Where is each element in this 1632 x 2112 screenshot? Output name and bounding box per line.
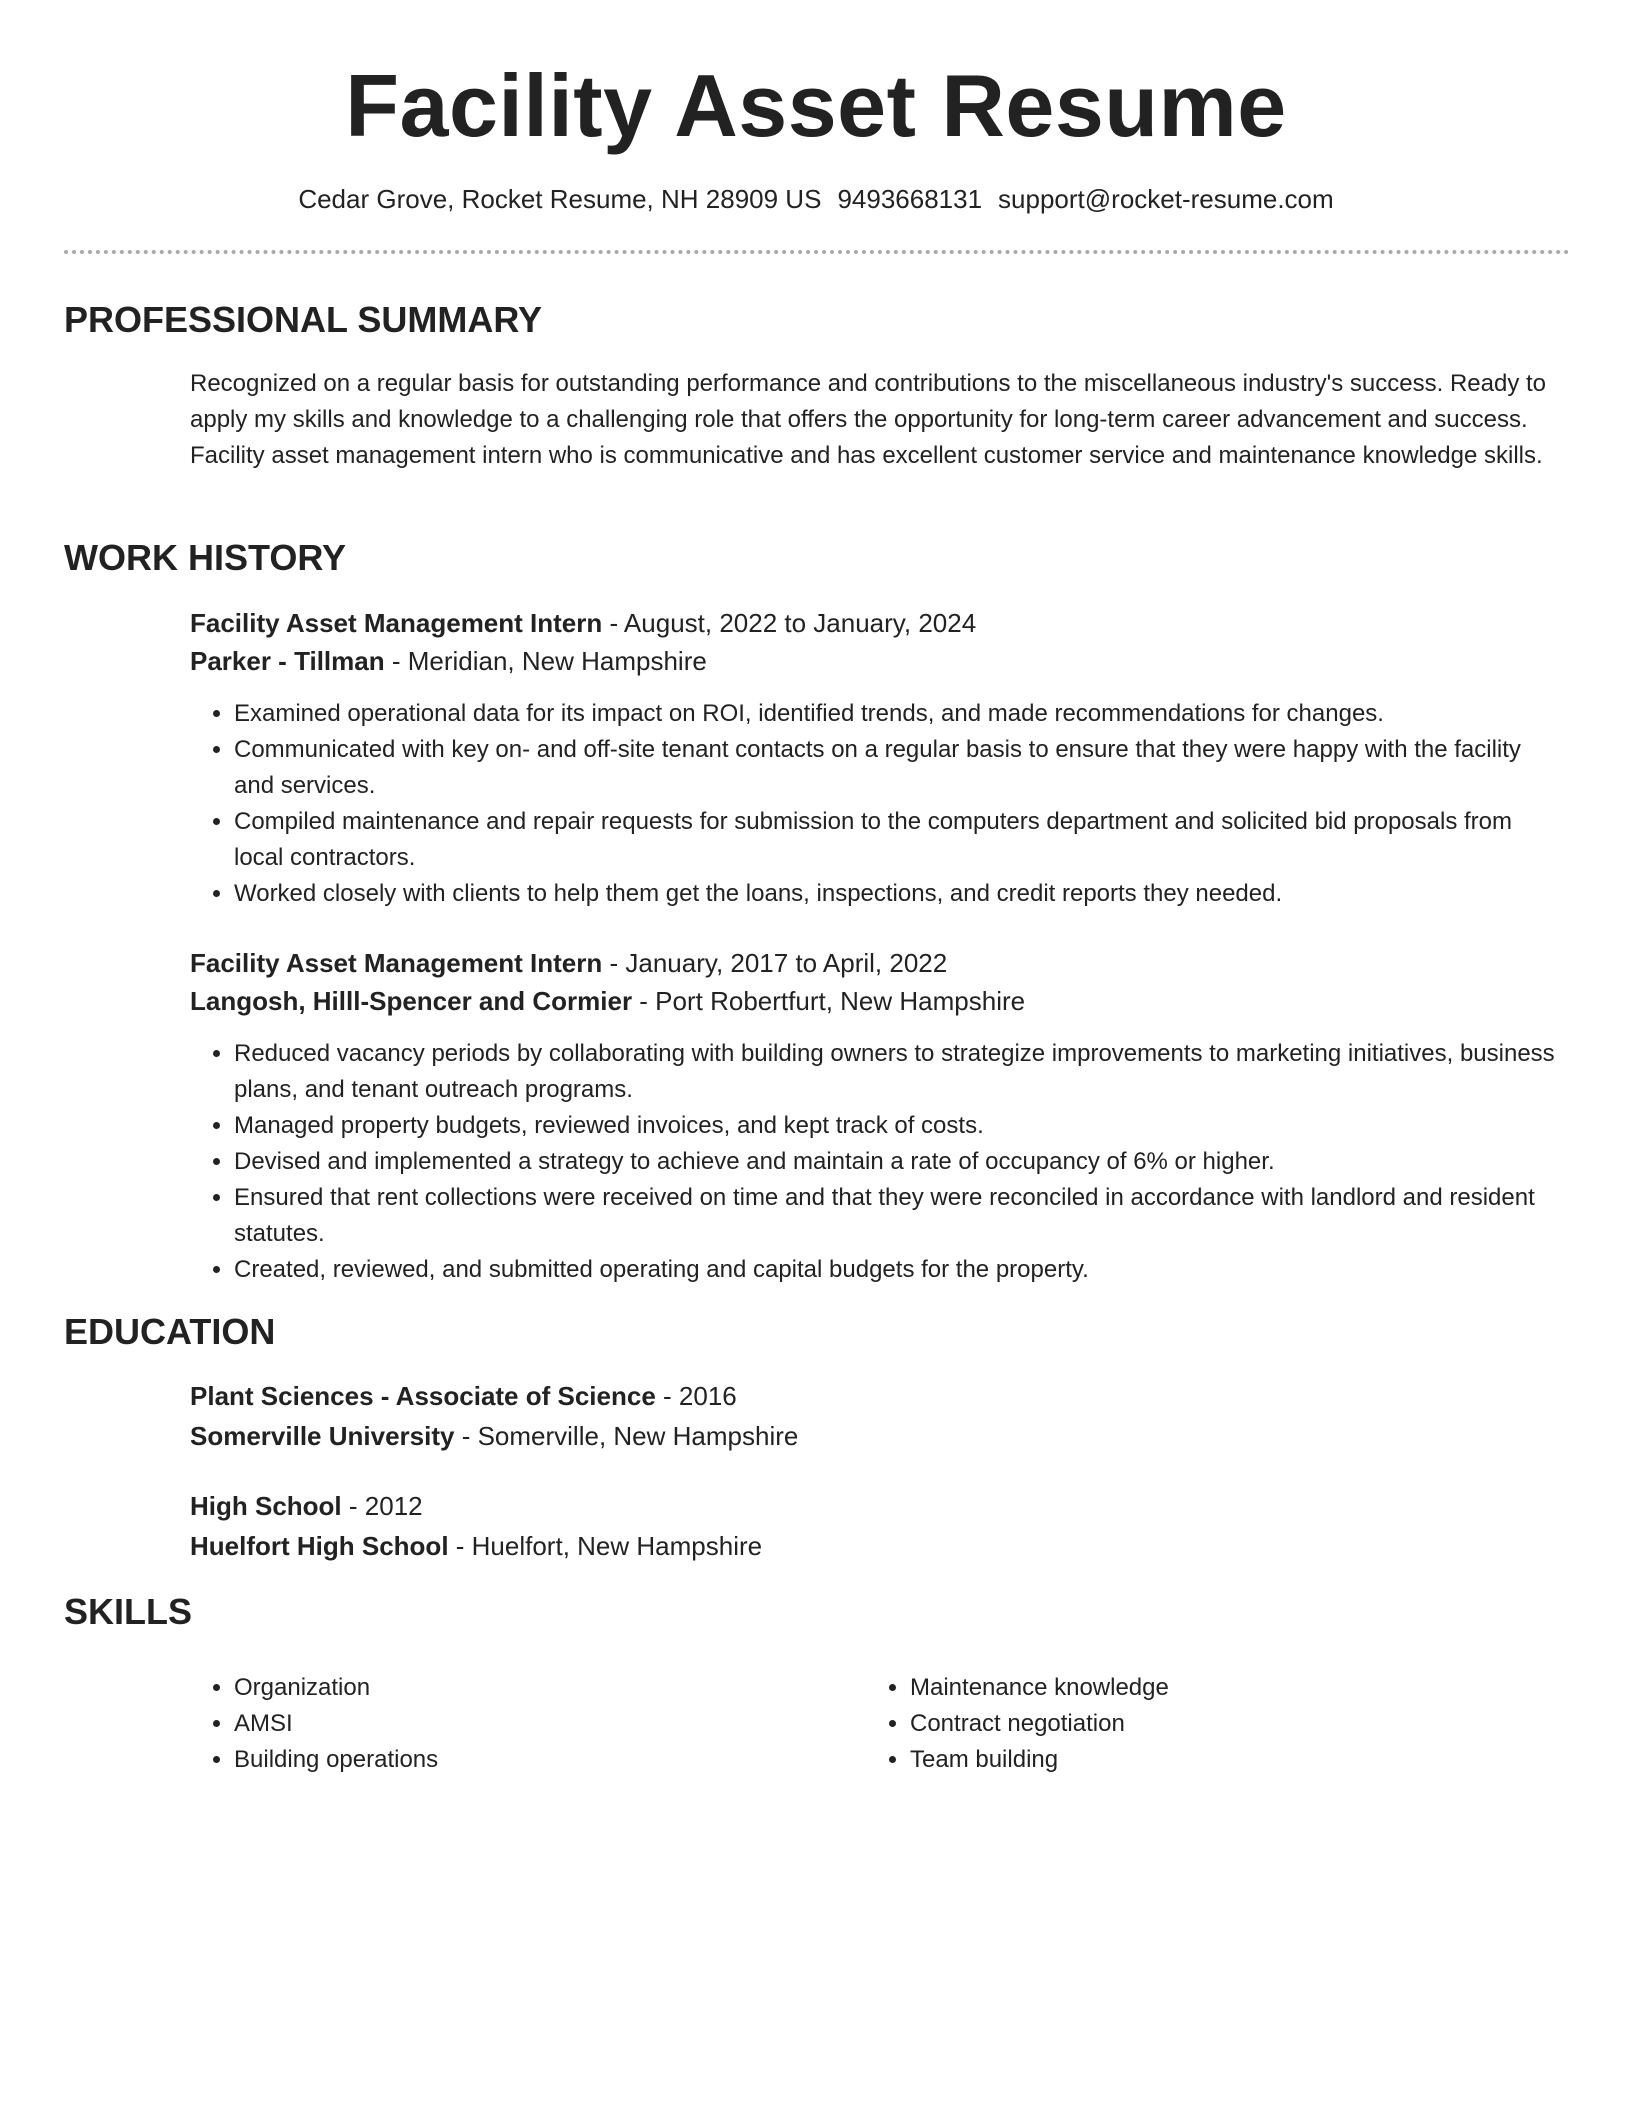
contact-address: Cedar Grove, Rocket Resume, NH 28909 US: [298, 184, 822, 214]
work-bullet: • Reduced vacancy periods by collaborating with building owners to strategize improvements to marketing initiatives, business plans, and tenant outreach programs.: [234, 1036, 1560, 1108]
company-location: - Port Robertfurt, New Hampshire: [632, 986, 1026, 1016]
work-bullet: • Ensured that rent collections were received on time and that they were reconciled in accordance with landlord and resident statutes.: [234, 1180, 1560, 1252]
work-entry: [190, 944, 1560, 1288]
work-bullet: • Created, reviewed, and submitted operating and capital budgets for the property.: [234, 1252, 1560, 1288]
skill-item: • Maintenance knowledge: [910, 1670, 1466, 1706]
skill-item: • Contract negotiation: [910, 1706, 1466, 1742]
section-title-education: EDUCATION: [64, 1311, 276, 1352]
skill-item: • Organization: [234, 1670, 790, 1706]
company-location: - Meridian, New Hampshire: [384, 646, 707, 676]
section-title-skills: SKILLS: [64, 1591, 193, 1632]
summary-text: Recognized on a regular basis for outstanding performance and contributions to the miscellaneous industry's success. Ready to apply my skills and knowledge to a challenging role that offers the opportunity for long-term career advancement and success. Facility asset management intern who is communicative and has excellent customer service and maintenance knowledge skills.: [190, 370, 1546, 469]
contact-line: [0, 181, 1632, 217]
skills-list: [866, 1670, 1466, 1778]
work-bullet: • Devised and implemented a strategy to achieve and maintain a rate of occupancy of 6% or higher.: [234, 1144, 1560, 1180]
job-dates: - January, 2017 to April, 2022: [602, 948, 948, 978]
school-location: - Somerville, New Hampshire: [454, 1421, 799, 1451]
work-bullet: • Worked closely with clients to help them get the loans, inspections, and credit reports they needed.: [234, 876, 1560, 912]
work-entry: [190, 604, 1560, 912]
work-company-line: [190, 982, 1560, 1020]
skill-item: • Building operations: [234, 1742, 790, 1778]
school-name: Huelfort High School: [190, 1531, 449, 1561]
skills-column-right: [866, 1670, 1466, 1778]
degree-year: - 2016: [655, 1381, 737, 1411]
work-bullet: • Communicated with key on- and off-site tenant contacts on a regular basis to ensure that they were happy with the facility and services.: [234, 732, 1560, 804]
skill-item: • AMSI: [234, 1706, 790, 1742]
company-name: Langosh, Hilll-Spencer and Cormier: [190, 986, 633, 1016]
education-entry: [190, 1376, 1560, 1456]
work-bullets: [190, 696, 1560, 912]
contact-phone: 9493668131: [837, 184, 983, 214]
education-degree-line: [190, 1486, 1560, 1526]
resume-name: Facility Asset Resume: [345, 56, 1287, 155]
work-bullets: [190, 1036, 1560, 1288]
skill-item: • Team building: [910, 1742, 1466, 1778]
education-school-line: [190, 1526, 1560, 1566]
job-title: Facility Asset Management Intern: [190, 608, 603, 638]
degree-name: High School: [190, 1491, 342, 1521]
degree-year: - 2012: [341, 1491, 423, 1521]
section-title-work: WORK HISTORY: [64, 537, 347, 578]
work-bullet: • Compiled maintenance and repair requests for submission to the computers department and solicited bid proposals from local contractors.: [234, 804, 1560, 876]
header-divider: [64, 250, 1570, 254]
work-company-line: [190, 642, 1560, 680]
skills-column-left: [190, 1670, 790, 1778]
work-bullet: • Managed property budgets, reviewed invoices, and kept track of costs.: [234, 1108, 1560, 1144]
work-title-line: [190, 604, 1560, 642]
education-school-line: [190, 1416, 1560, 1456]
education-degree-line: [190, 1376, 1560, 1416]
work-bullet: • Examined operational data for its impact on ROI, identified trends, and made recommendations for changes.: [234, 696, 1560, 732]
company-name: Parker - Tillman: [190, 646, 385, 676]
school-name: Somerville University: [190, 1421, 455, 1451]
work-title-line: [190, 944, 1560, 982]
section-title-summary: PROFESSIONAL SUMMARY: [64, 299, 543, 340]
contact-email: support@rocket-resume.com: [998, 184, 1334, 214]
job-title: Facility Asset Management Intern: [190, 948, 603, 978]
education-entry: [190, 1486, 1560, 1566]
school-location: - Huelfort, New Hampshire: [448, 1531, 763, 1561]
skills-list: [190, 1670, 790, 1778]
job-dates: - August, 2022 to January, 2024: [602, 608, 977, 638]
degree-name: Plant Sciences - Associate of Science: [190, 1381, 656, 1411]
